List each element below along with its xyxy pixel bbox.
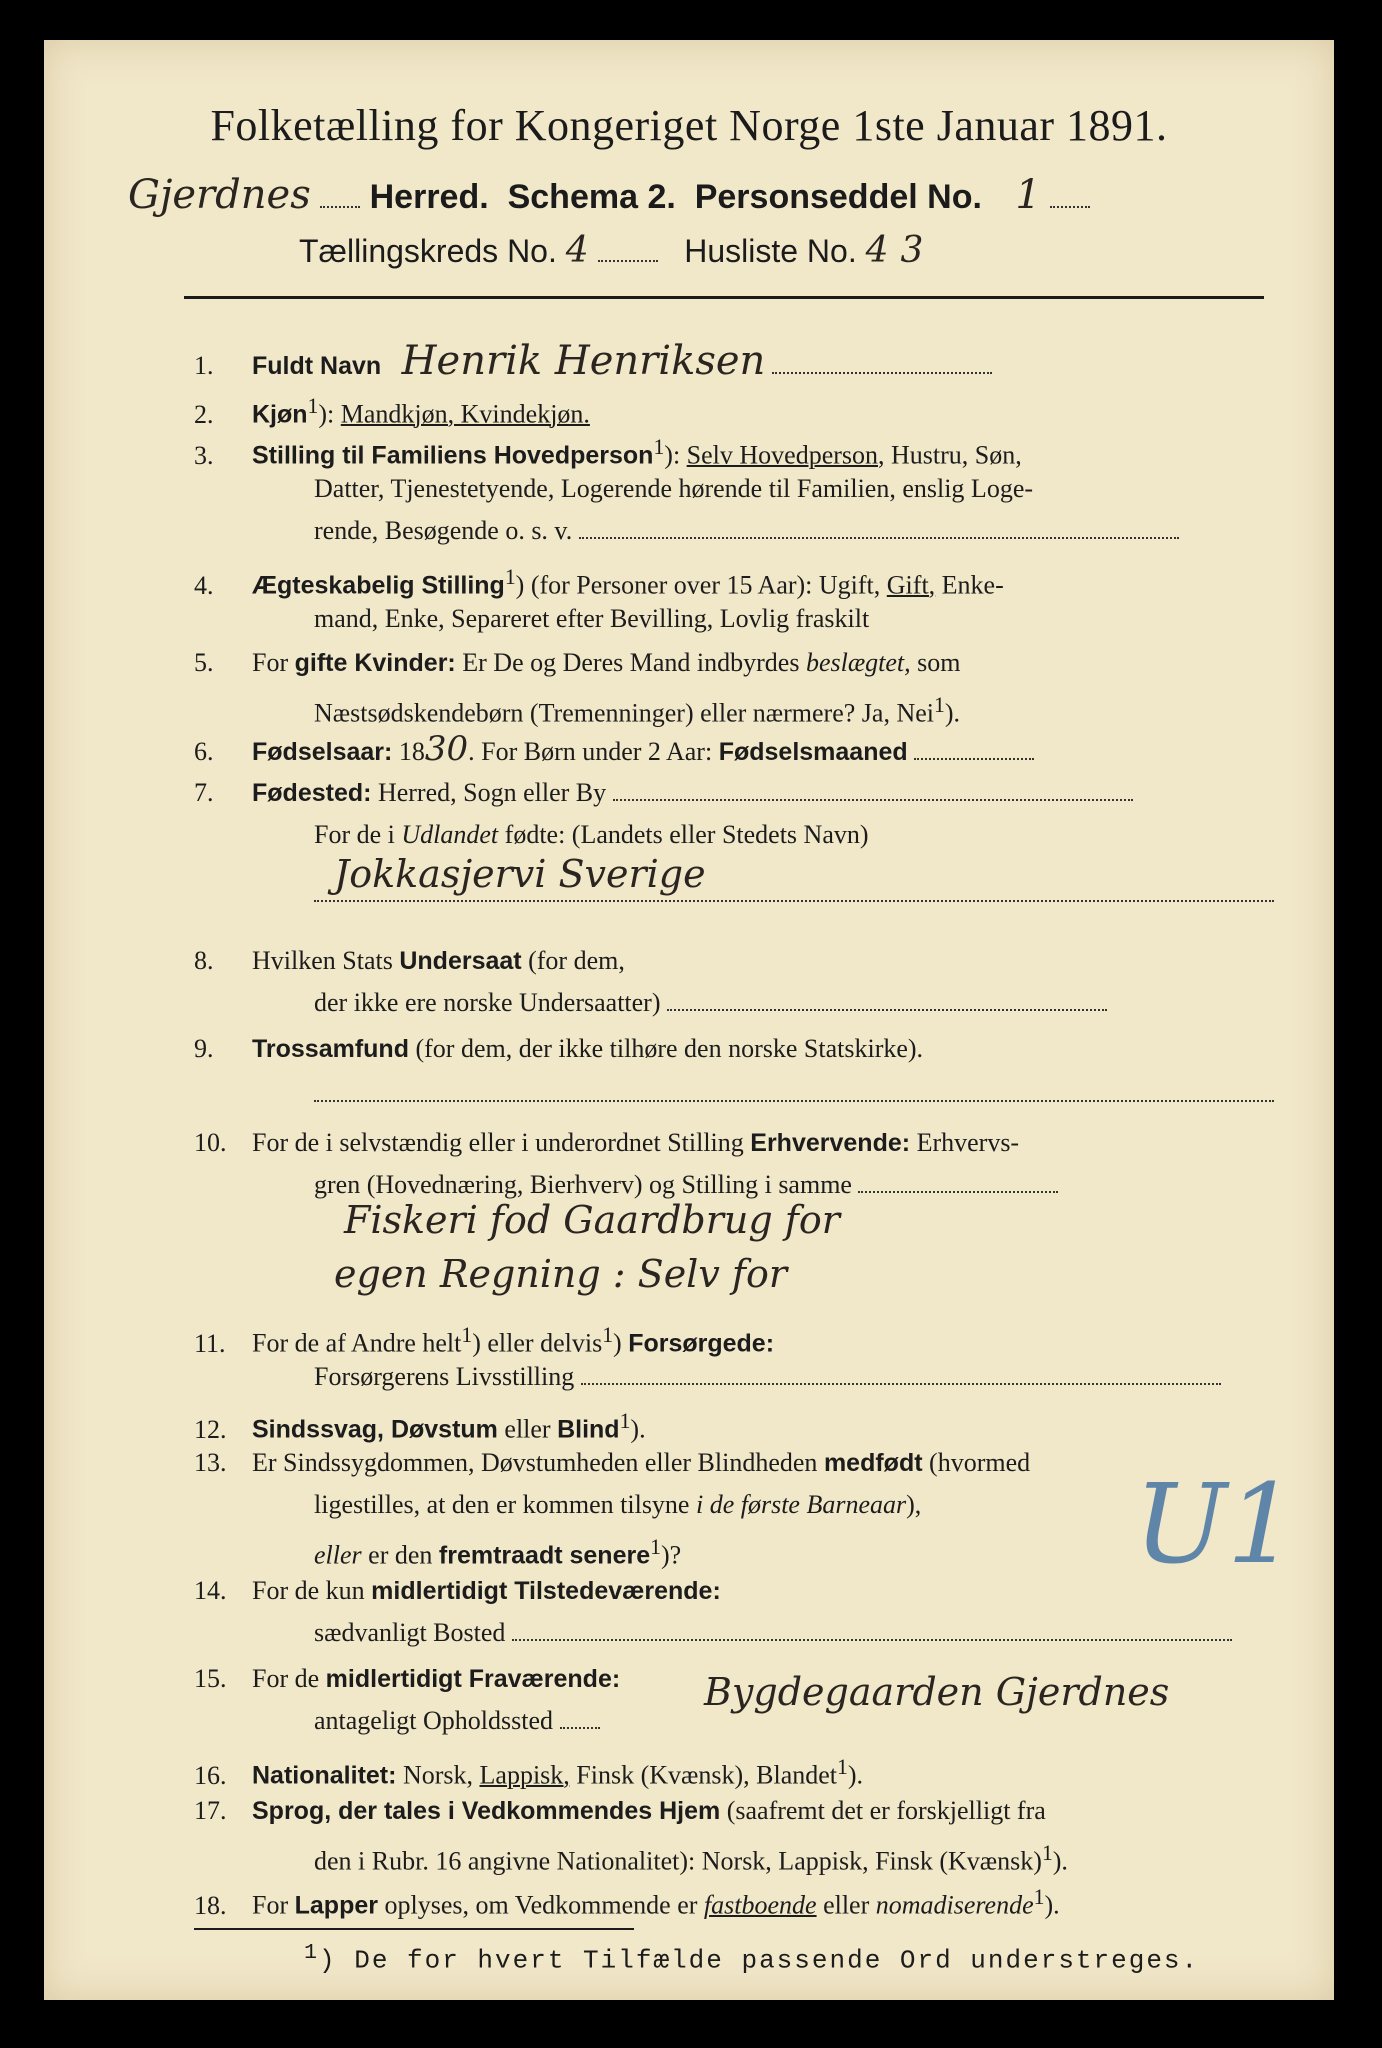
footnote-mark: 1: [934, 693, 945, 717]
item-14: [194, 1570, 1284, 1612]
dotted-line: [314, 1080, 1274, 1102]
item-label: Trossamfund: [252, 1035, 409, 1063]
husliste-number: 43: [865, 230, 936, 271]
dotted-line: [598, 240, 658, 262]
footnote: $^1$) De for hvert Tilfælde passende Ord understreges.: [304, 1940, 1200, 1976]
footnote-mark: 1: [619, 1409, 631, 1433]
item-text: Erhvervs-: [916, 1128, 1020, 1157]
item-18: 18. For Lapper oplyses, om Vedkommende er fastboende eller nomadiserende$^1$).: [194, 1876, 1284, 1927]
item-number: 17.: [194, 1796, 227, 1825]
item-text: rende, Besøgende o. s. v.: [314, 516, 573, 545]
item-label: Lapper: [294, 1891, 378, 1920]
item-number: 7.: [194, 778, 214, 807]
item-13-cont2: eller er den fremtraadt senere$^1$)?: [314, 1535, 682, 1570]
item-text: Mandkjøn, Kvindekjøn.: [340, 399, 590, 429]
item-text: den i Rubr. 16 angivne Nationalitet): Norsk, Lappisk, Finsk (Kvænsk): [314, 1846, 1042, 1876]
herred-handwritten: Gjerdnes: [128, 172, 311, 218]
item-5: [194, 642, 1284, 684]
footnote-mark: 1: [653, 435, 665, 459]
occupation-handwritten-line1: Fiskeri fod Gaardbrug for: [344, 1198, 840, 1242]
header-line-herred: [128, 172, 1268, 218]
footnote-mark: 1: [304, 1940, 319, 1965]
item-9: [194, 1028, 1284, 1070]
item-text: Enke-: [941, 570, 1004, 600]
birthplace-handwritten: Jokkasjervi Sverige: [334, 852, 706, 896]
item-text: For de i selvstændig eller i underordnet Stilling: [252, 1128, 744, 1157]
item-label: midlertidigt Fraværende:: [325, 1665, 621, 1693]
item-text: sædvanligt Bosted: [314, 1618, 506, 1647]
header-rule: [184, 296, 1264, 299]
item-number: 9.: [194, 1034, 214, 1063]
footnote-mark: 1: [504, 565, 516, 589]
item-label: Ægteskabelig Stilling: [252, 571, 505, 600]
footnote-rule: [194, 1928, 634, 1930]
item-7-cont: [314, 814, 1274, 856]
personseddel-number: 1: [1015, 172, 1041, 218]
item-text: For: [252, 648, 289, 677]
item-text: beslægtet,: [805, 648, 911, 677]
husliste-label: Husliste No.: [684, 233, 857, 269]
form-title: Folketælling for Kongeriget Norge 1ste Januar 1891.: [210, 101, 1168, 150]
full-name-handwritten: Henrik Henriksen: [401, 338, 766, 384]
item-label: Forsørgede:: [628, 1329, 775, 1358]
item-3-cont2: [314, 510, 1274, 552]
kreds-label: Tællingskreds No.: [299, 233, 557, 269]
kreds-number: 4: [565, 230, 589, 271]
item-number: 10.: [194, 1128, 227, 1157]
item-2: 2. Kjøn$^1$): Mandkjøn, Kvindekjøn.: [194, 385, 1284, 436]
footnote-mark: 1: [650, 1535, 661, 1559]
item-text: som: [917, 648, 961, 677]
item-label: Blind: [557, 1415, 620, 1444]
item-label: Undersaat: [399, 947, 522, 975]
item-text: Herred, Sogn eller By: [377, 778, 607, 807]
item-number: 16.: [194, 1760, 227, 1790]
item-text: Udlandet: [401, 820, 499, 849]
item-8-cont: [314, 982, 1274, 1024]
dotted-line: [914, 738, 1034, 760]
item-label: Fødested:: [252, 779, 372, 807]
blue-pencil-mark: U1: [1134, 1460, 1297, 1588]
item-11-cont: [314, 1356, 1274, 1398]
item-text: (for Personer over 15 Aar): Ugift,: [530, 570, 881, 600]
item-1: [194, 340, 1284, 387]
item-number: 18.: [194, 1890, 227, 1920]
footnote-mark: 1: [307, 394, 319, 418]
herred-label: Herred.: [369, 178, 489, 216]
item-number: 1.: [194, 351, 214, 380]
footnote-text: De for hvert Tilfælde passende Ord understreges.: [354, 1945, 1200, 1976]
selected-option: Gift,: [886, 570, 936, 600]
birth-year-handwritten: 30: [424, 729, 469, 769]
item-13-cont: ligestilles, at den er kommen tilsyne i de første Barneaar),: [314, 1490, 922, 1519]
item-number: 15.: [194, 1664, 227, 1693]
item-5-cont: Næstsødskendebørn (Tremenninger) eller nærmere? Ja, Nei$^1$).: [314, 693, 960, 728]
dotted-line: [314, 880, 1274, 902]
item-label: Erhvervende:: [750, 1129, 911, 1157]
item-number: 11.: [194, 1328, 226, 1358]
item-number: 12.: [194, 1414, 227, 1444]
item-number: 6.: [194, 737, 214, 766]
item-8: [194, 940, 1284, 982]
item-text: eller: [504, 1414, 551, 1444]
item-text: (for dem, der ikke tilhøre den norske Statskirke).: [415, 1034, 924, 1063]
item-text: Er De og Deres Mand indbyrdes: [462, 648, 800, 677]
item-17-cont: den i Rubr. 16 angivne Nationalitet): Norsk, Lappisk, Finsk (Kvænsk)$^1$).: [314, 1841, 1068, 1876]
item-text: gren (Hovednæring, Bierhverv) og Stilling i samme: [314, 1170, 852, 1199]
dotted-line: [560, 1707, 600, 1729]
item-label: Fuldt Navn: [252, 352, 382, 380]
item-4: 4. Ægteskabelig Stilling$^1$) (for Personer over 15 Aar): Ugift, Gift, Enke-: [194, 556, 1284, 607]
item-label: Stilling til Familiens Hovedperson: [252, 441, 654, 470]
item-number: 3.: [194, 440, 214, 470]
footnote-mark: 1: [461, 1323, 473, 1347]
dotted-line: [581, 1363, 1221, 1385]
item-text: For de: [252, 1664, 320, 1693]
year-prefix: 18: [398, 737, 425, 766]
item-10: [194, 1122, 1284, 1164]
schema-label: Schema 2.: [507, 178, 676, 216]
item-text: Hvilken Stats: [252, 946, 393, 975]
item-label: Kjøn: [252, 400, 308, 429]
footnote-mark: 1: [1041, 1841, 1053, 1865]
item-text: Forsørgerens Livsstilling: [314, 1362, 575, 1391]
item-17: [194, 1790, 1284, 1832]
item-label: Fødselsaar:: [252, 738, 393, 766]
item-3: 3. Stilling til Familiens Hovedperson$^1$): Selv Hovedperson, Hustru, Søn,: [194, 426, 1284, 477]
occupation-handwritten-line2: egen Regning : Selv for: [334, 1252, 787, 1296]
item-text: (saafremt det er forskjelligt fra: [726, 1796, 1046, 1825]
item-13: [194, 1442, 1284, 1484]
item-text: fødte: (Landets eller Stedets Navn): [504, 820, 869, 849]
residence-handwritten: Bygdegaarden Gjerdnes: [704, 1670, 1170, 1714]
item-label: gifte Kvinder:: [294, 649, 456, 677]
selected-option: Lappisk,: [479, 1760, 570, 1790]
census-form: [44, 40, 1334, 2000]
item-text: eller delvis: [487, 1328, 603, 1358]
item-number: 5.: [194, 648, 214, 677]
item-text: er den: [368, 1540, 433, 1570]
item-number: 14.: [194, 1576, 227, 1605]
item-label: Nationalitet:: [252, 1761, 397, 1790]
item-number: 2.: [194, 399, 214, 429]
footnote-mark: 1: [837, 1755, 848, 1779]
item-3-cont: Datter, Tjenestetyende, Logerende hørende til Familien, enslig Loge-: [314, 474, 1034, 503]
item-16: 16. Nationalitet: Norsk, Lappisk, Finsk (Kvænsk), Blandet$^1$).: [194, 1746, 1284, 1797]
dotted-line: [858, 1171, 1058, 1193]
item-label: Sindssvag, Døvstum: [252, 1415, 498, 1444]
item-text: For de kun: [252, 1576, 365, 1605]
dotted-line: [320, 186, 360, 208]
item-text: ligestilles, at den er kommen tilsyne: [314, 1490, 690, 1519]
item-text: Norsk,: [402, 1760, 474, 1790]
item-number: 4.: [194, 570, 214, 600]
item-text: oplyses, om Vedkommende er: [384, 1890, 698, 1920]
item-label: medfødt: [823, 1449, 923, 1477]
item-text: Næstsødskendebørn (Tremenninger) eller nærmere? Ja, Nei: [314, 698, 934, 728]
item-text: der ikke ere norske Undersaatter): [314, 988, 661, 1017]
item-text: antageligt Opholdssted: [314, 1706, 554, 1735]
item-12: 12. Sindssvag, Døvstum eller Blind$^1$).: [194, 1400, 1284, 1451]
dotted-line: [667, 989, 1107, 1011]
dotted-line: [579, 517, 1179, 539]
item-label: fremtraadt senere: [438, 1541, 651, 1570]
item-text: For de af Andre helt: [252, 1328, 462, 1358]
item-number: 13.: [194, 1448, 227, 1477]
item-number: 8.: [194, 946, 214, 975]
item-text: Hustru, Søn,: [891, 440, 1022, 470]
item-text: For Børn under 2 Aar:: [481, 737, 713, 766]
selected-option: fastboende: [703, 1890, 817, 1920]
dotted-line: [613, 779, 1133, 801]
item-7: [194, 772, 1284, 814]
item-text: eller: [314, 1540, 362, 1570]
item-text: (hvormed: [929, 1448, 1031, 1477]
item-6: 6. Fødselsaar: 1830. For Børn under 2 Aar: Fødselsmaaned: [194, 728, 1284, 773]
selected-option: Selv Hovedperson,: [686, 440, 885, 470]
dotted-line: [512, 1619, 1232, 1641]
footnote-mark: 1: [1033, 1885, 1045, 1909]
item-14-cont: [314, 1612, 1274, 1654]
header-line-kreds: [299, 230, 935, 271]
item-label: midlertidigt Tilstedeværende:: [371, 1577, 721, 1605]
item-text: i de første Barneaar: [695, 1490, 907, 1519]
item-text: For de i: [314, 820, 395, 849]
personseddel-label: Personseddel No.: [694, 178, 982, 216]
item-text: Er Sindssygdommen, Døvstumheden eller Blindheden: [252, 1448, 818, 1477]
item-text: eller: [823, 1890, 870, 1920]
item-text: For: [252, 1890, 289, 1920]
item-text: nomadiserende: [875, 1890, 1034, 1920]
dotted-line: [772, 352, 992, 374]
item-label: Fødselsmaaned: [718, 738, 908, 766]
footnote-mark: 1: [602, 1323, 614, 1347]
item-4-cont: mand, Enke, Separeret efter Bevilling, Lovlig fraskilt: [314, 604, 870, 633]
item-text: (for dem,: [528, 946, 625, 975]
item-label: Sprog, der tales i Vedkommendes Hjem: [252, 1797, 721, 1825]
dotted-line: [1050, 186, 1090, 208]
item-11: 11. For de af Andre helt$^1$) eller delvis$^1$) Forsørgede:: [194, 1314, 1284, 1365]
item-text: Finsk (Kvænsk), Blandet: [576, 1760, 838, 1790]
